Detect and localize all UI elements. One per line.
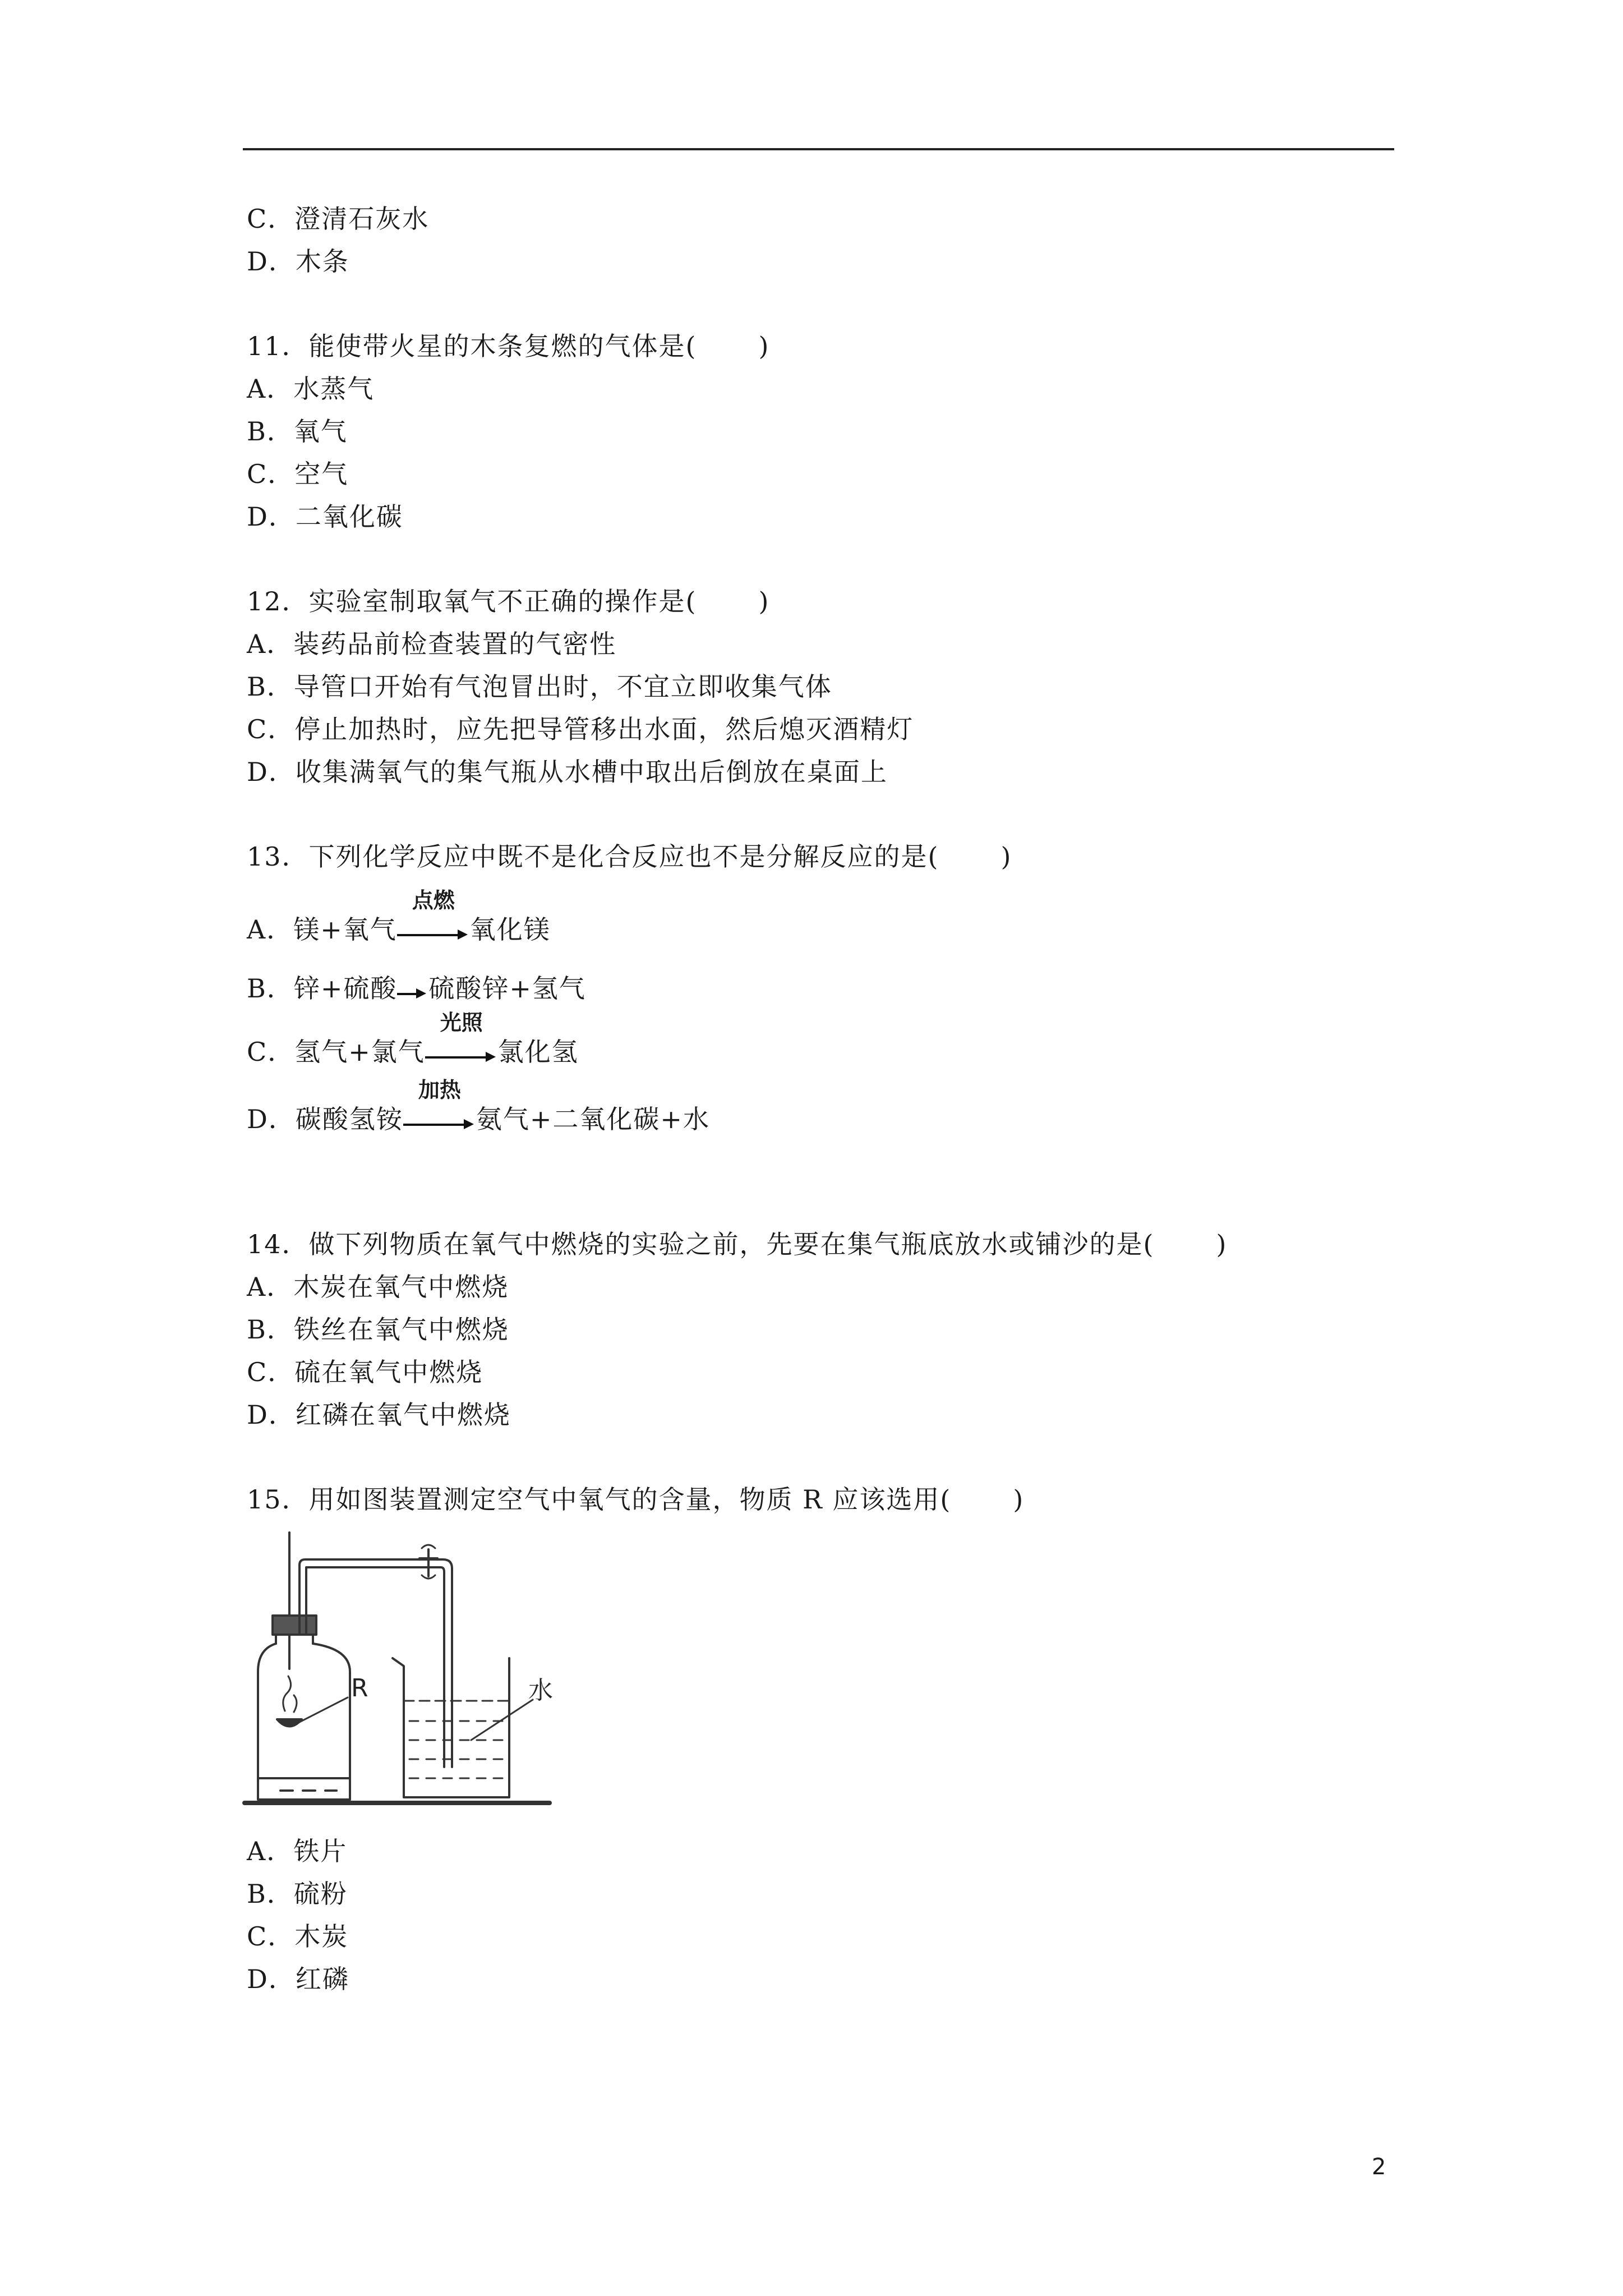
question-14-stem: 14．做下列物质在氧气中燃烧的实验之前，先要在集气瓶底放水或铺沙的是( ) [247, 1229, 1228, 1259]
option-line: B．硫粉 [247, 1879, 348, 1909]
question-15-stem: 15．用如图装置测定空气中氧气的含量，物质 R 应该选用( ) [247, 1484, 1025, 1515]
option-line: A．水蒸气 [247, 374, 375, 404]
option-line: C．木炭 [247, 1921, 349, 1952]
option-line: D．木条 [247, 246, 349, 277]
reaction-arrow [397, 972, 428, 1005]
option-line: B．氧气 [247, 416, 348, 447]
option-line: B．导管口开始有气泡冒出时，不宜立即收集气体 [247, 671, 832, 702]
option-line: A．铁片 [247, 1836, 348, 1866]
label-r: R [351, 1674, 368, 1703]
reaction-option-d: D．碳酸氢铵 加热 氨气+二氧化碳+水 [247, 1102, 710, 1136]
reaction-option-b: B．锌+硫酸 硫酸锌+氢气 [247, 972, 586, 1005]
option-line: C．澄清石灰水 [247, 204, 430, 234]
oxygen-apparatus-diagram [241, 1531, 555, 1823]
header-rule [243, 148, 1394, 150]
option-line: C．硫在氧气中燃烧 [247, 1357, 483, 1387]
reaction-arrow: 点燃 [397, 913, 470, 946]
option-line: A．木炭在氧气中燃烧 [247, 1272, 509, 1302]
label-water: 水 [528, 1676, 553, 1705]
option-line: B．铁丝在氧气中燃烧 [247, 1314, 509, 1345]
option-line: D．红磷 [247, 1964, 349, 1994]
reaction-arrow: 加热 [403, 1102, 476, 1136]
reaction-arrow: 光照 [425, 1035, 498, 1069]
option-line: C．停止加热时，应先把导管移出水面，然后熄灭酒精灯 [247, 714, 914, 744]
option-line: D．收集满氧气的集气瓶从水槽中取出后倒放在桌面上 [247, 757, 888, 787]
reaction-option-c: C．氢气+氯气 光照 氯化氢 [247, 1035, 579, 1069]
question-13-stem: 13．下列化学反应中既不是化合反应也不是分解反应的是( ) [247, 841, 1012, 872]
reaction-option-a: A．镁+氧气 点燃 氧化镁 [247, 913, 551, 946]
option-line: A．装药品前检查装置的气密性 [247, 629, 617, 659]
option-line: D．二氧化碳 [247, 501, 403, 532]
page-number: 2 [1372, 2154, 1386, 2180]
option-line: D．红磷在氧气中燃烧 [247, 1400, 511, 1430]
question-12-stem: 12．实验室制取氧气不正确的操作是( ) [247, 586, 770, 616]
option-line: C．空气 [247, 459, 349, 489]
question-11-stem: 11．能使带火星的木条复燃的气体是( ) [247, 331, 770, 361]
